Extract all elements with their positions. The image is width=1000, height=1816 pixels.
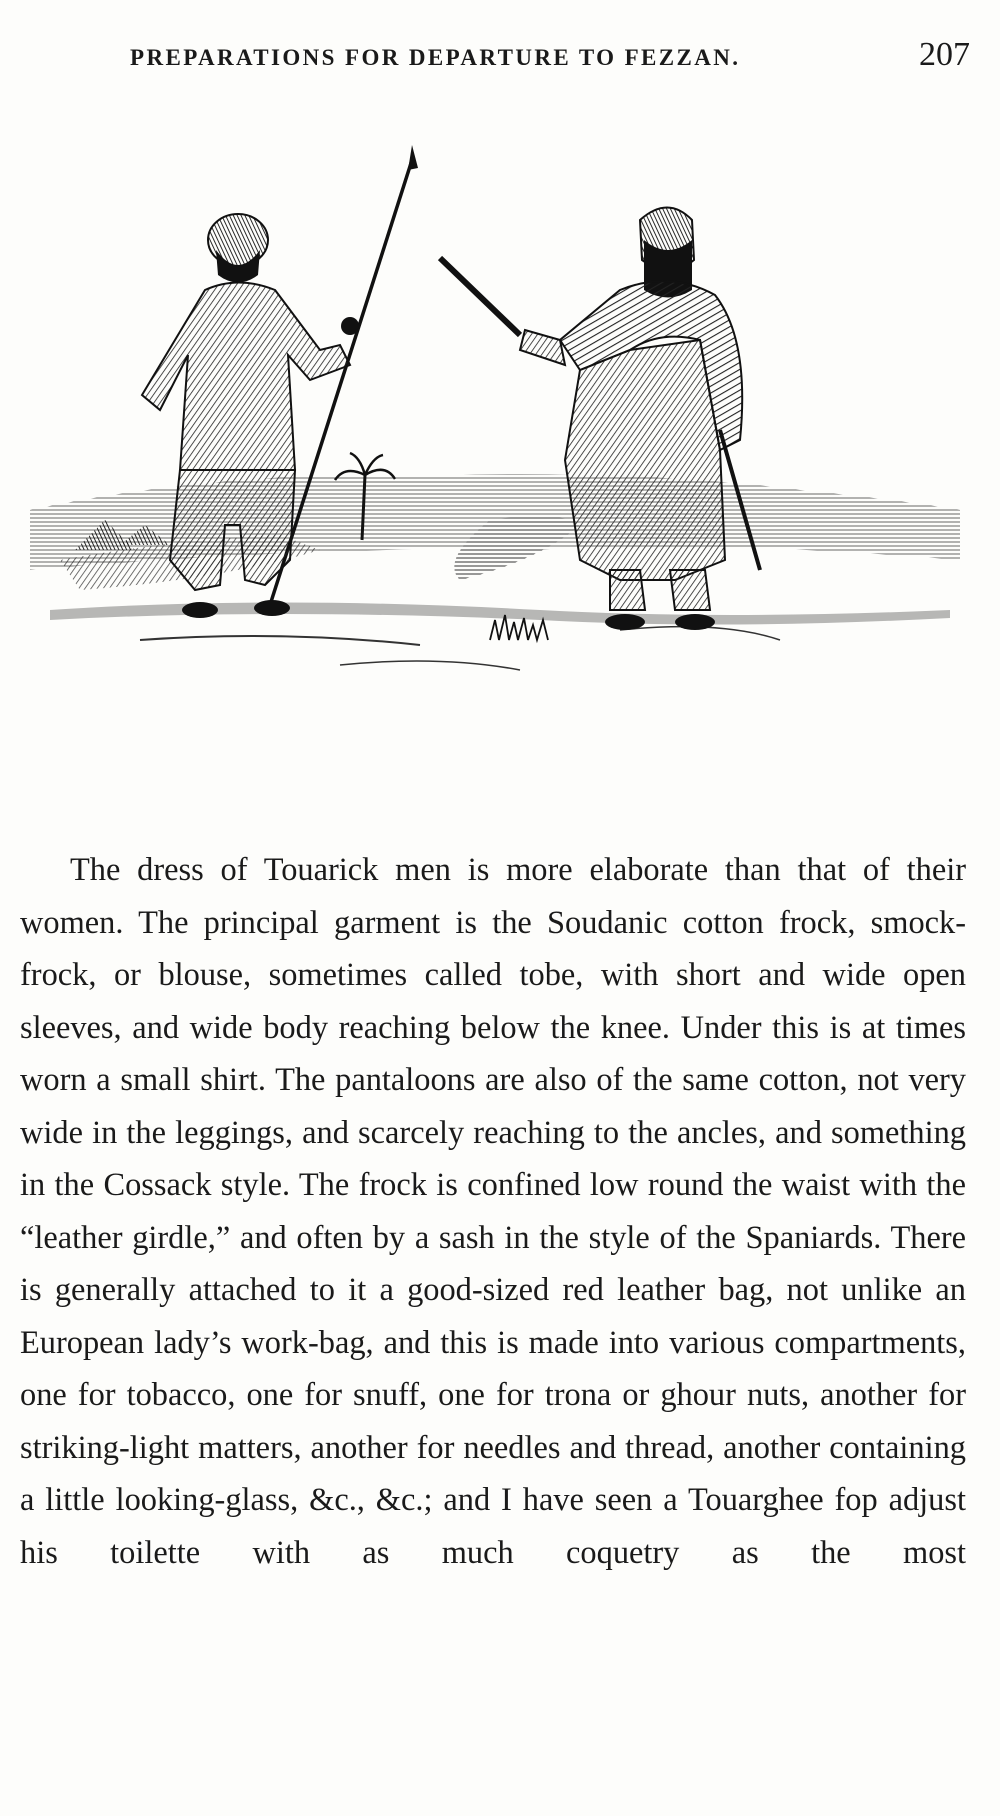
paragraph: The dress of Touarick men is more elaborate than that of their women. The principal garment is the Soudanic cotton frock, smock-frock, or blouse, sometimes called tobe, with short and wide open sleeves, and wide body reaching below the knee. Under this is at times worn a small shirt. The pantaloons are also of the same cotton, not very wide in the leggings, and scarcely reaching to the ancles, and something in the Cossack style. The frock is confined low round the waist with the “leather girdle,” and often by a sash in the style of the Spaniards. There is generally attached to it a good-sized red leather bag, not unlike an European lady’s work-bag, and this is made into various compartments, one for tobacco, one for snuff, one for trona or ghour nuts, another for striking-light matters, another for needles and thread, another containing a little looking-glass, &c., &c.; and I have seen a Touarghee fop adjust his toilette with as much coquetry as the most (20, 852, 966, 1571)
running-title: PREPARATIONS FOR DEPARTURE TO FEZZAN. (130, 45, 741, 70)
body-text (20, 844, 966, 1579)
engraving-illustration (20, 140, 970, 780)
running-head (130, 36, 970, 76)
landscape-ground (30, 453, 960, 670)
page-number: 207 (919, 36, 970, 73)
